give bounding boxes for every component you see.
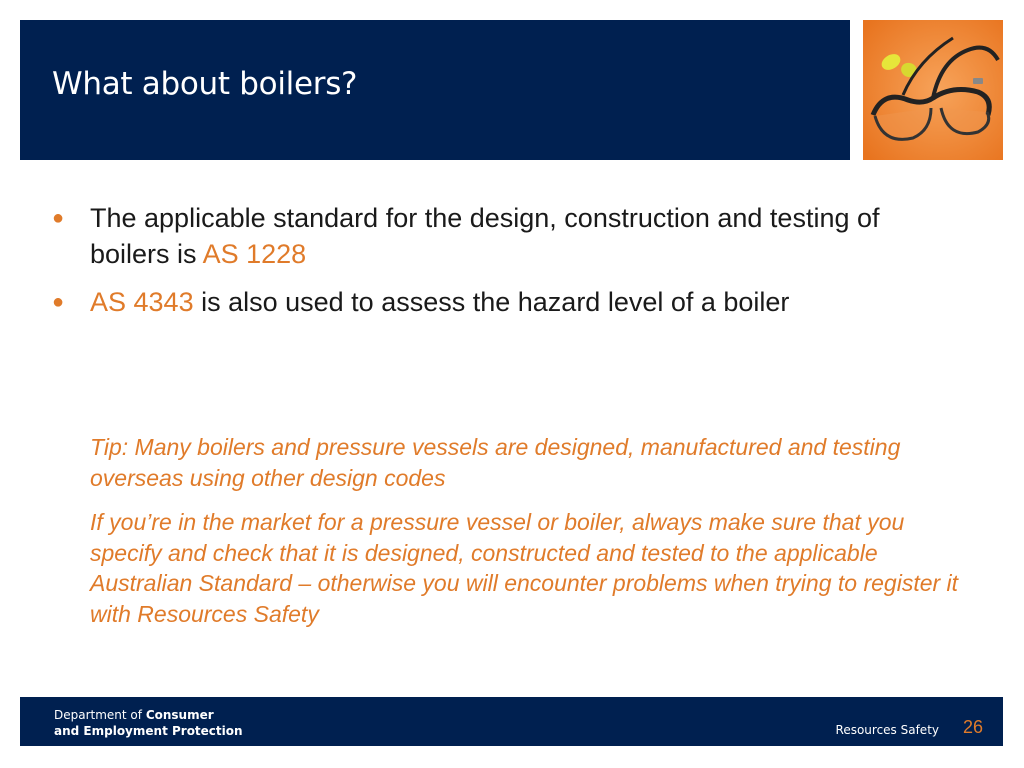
dept-bold-2: and Employment Protection [54,724,243,738]
unit-name: Resources Safety [835,723,939,737]
dept-prefix: Department of [54,708,146,722]
bullet-list [52,200,962,332]
title-banner [20,20,850,160]
standard-reference: AS 1228 [202,239,307,269]
bullet-text: The applicable standard for the design, construction and testing of boilers is [90,203,880,269]
bullet-text: is also used to assess the hazard level of a boiler [193,287,790,317]
bullet-dot-icon: ● [52,291,65,313]
dept-bold-1: Consumer [145,708,214,722]
slide-title: What about boilers? [52,66,358,102]
bullet-item-2 [52,284,962,320]
safety-equipment-photo [863,20,1003,160]
advice-paragraph: If you’re in the market for a pressure vessel or boiler, always make sure that you specify and check that it is designed, constructed and tested to the applicable Australian Standard – otherwise you will encounter problems when trying to register it with Resources Safety [90,509,959,627]
bullet-item-1 [52,200,962,272]
footer-banner [20,697,1003,746]
standard-reference: AS 4343 [90,287,194,317]
page-number: 26 [962,717,983,737]
bullet-dot-icon: ● [52,207,65,229]
department-name [54,707,243,739]
safety-glasses-earplugs-icon [863,20,1003,160]
tip-paragraph: Tip: Many boilers and pressure vessels are designed, manufactured and testing overseas using other design codes [90,434,901,491]
